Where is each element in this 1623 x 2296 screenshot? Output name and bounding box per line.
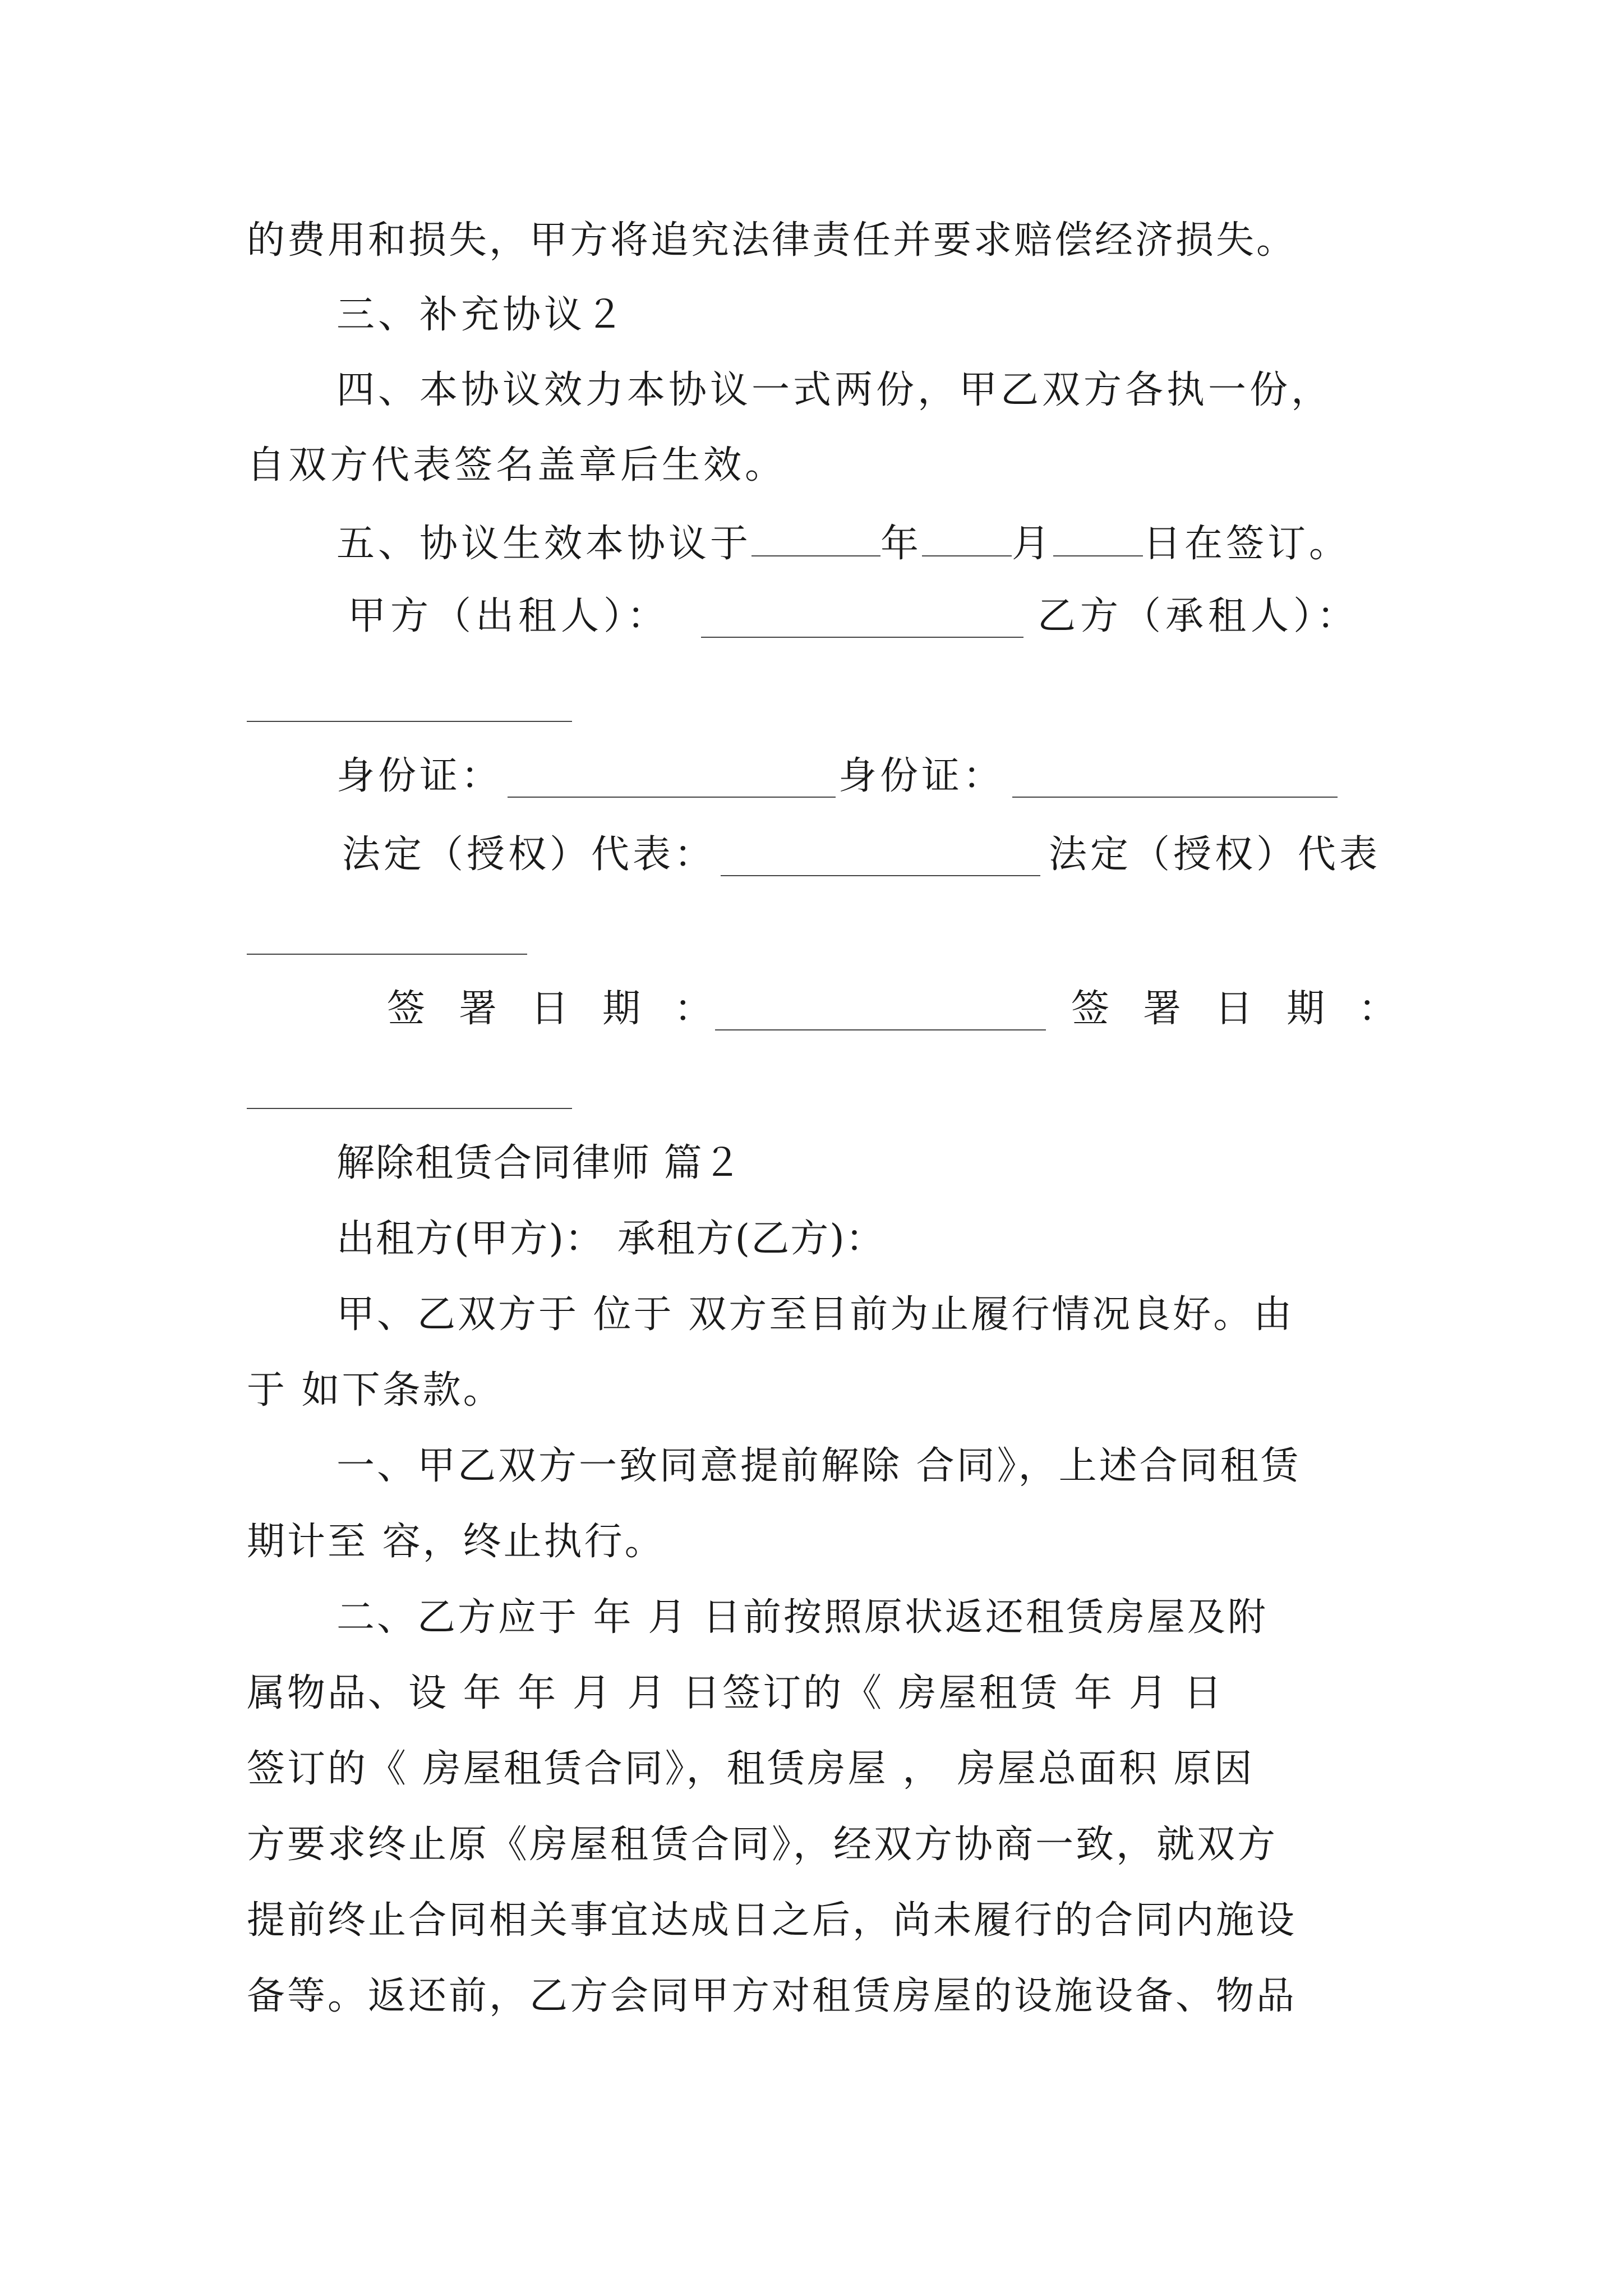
rep-b-label: 法定（授权）代表 xyxy=(1049,832,1381,877)
rep-b-blank xyxy=(247,954,527,955)
body-p3-line4: 方要求终止原《房屋租赁合同》，经双方协商一致，就双方 xyxy=(247,1823,1278,1867)
date-a-blank xyxy=(715,1029,1046,1030)
clause-five-text: 五、协议生效本协议于 xyxy=(336,522,752,566)
date-b-blank xyxy=(247,1108,572,1109)
rep-a-label: 法定（授权）代表： xyxy=(342,832,716,877)
party-a-label: 甲方（出租人）： xyxy=(348,594,670,638)
month-blank xyxy=(922,522,1012,556)
id-a-label: 身份证： xyxy=(336,754,503,798)
clause-four-line1: 四、本协议效力本协议一式两份，甲乙双方各执一份， xyxy=(336,368,1333,412)
party-b-blank xyxy=(247,721,572,722)
clause-four-line2: 自双方代表签名盖章后生效。 xyxy=(247,443,787,487)
id-a-blank xyxy=(508,797,836,798)
body-p1-line1: 甲、乙双方于 位于 双方至目前为止履行情况良好。由 xyxy=(336,1292,1294,1337)
rep-a-blank xyxy=(721,875,1040,876)
day-blank xyxy=(1053,522,1143,556)
body-p3-line1: 二、乙方应于 年 月 日前按照原状返还租赁房屋及附 xyxy=(336,1595,1268,1640)
body-p3-line5: 提前终止合同相关事宜达成日之后，尚未履行的合同内施设 xyxy=(247,1898,1297,1943)
paragraph-continuation: 的费用和损失，甲方将追究法律责任并要求赔偿经济损失。 xyxy=(247,218,1297,263)
date-b-label: 签署日期： xyxy=(1071,987,1431,1031)
month-label: 月 xyxy=(1012,522,1054,566)
clause-three: 三、补充协议２ xyxy=(336,293,628,337)
body-p2-line1: 一、甲乙双方一致同意提前解除 合同》，上述合同租赁 xyxy=(336,1444,1301,1488)
clause-five xyxy=(336,522,1351,566)
body-p3-line6: 备等。返还前，乙方会同甲方对租赁房屋的设施设备、物品 xyxy=(247,1974,1297,2018)
lessor-lessee-line: 出租方(甲方)： 承租方(乙方)： xyxy=(336,1217,885,1261)
year-blank xyxy=(751,522,880,556)
day-label: 日在签订。 xyxy=(1143,522,1351,566)
party-a-blank xyxy=(701,637,1023,638)
body-p3-line3: 签订的《 房屋租赁合同》，租赁房屋 ， 房屋总面积 原因 xyxy=(247,1747,1255,1791)
id-b-blank xyxy=(1012,797,1338,798)
section-2-title: 解除租赁合同律师 篇２ xyxy=(336,1141,743,1185)
id-b-label: 身份证： xyxy=(838,754,1005,798)
year-label: 年 xyxy=(880,522,923,566)
body-p2-line2: 期计至 容，终止执行。 xyxy=(247,1520,665,1564)
body-p3-line2: 属物品、设 年 年 月 月 日签订的《 房屋租赁 年 月 日 xyxy=(247,1671,1224,1715)
date-a-label: 签署日期： xyxy=(387,987,746,1031)
party-b-label: 乙方（承租人）： xyxy=(1038,594,1360,638)
body-p1-line2: 于 如下条款。 xyxy=(247,1368,504,1412)
